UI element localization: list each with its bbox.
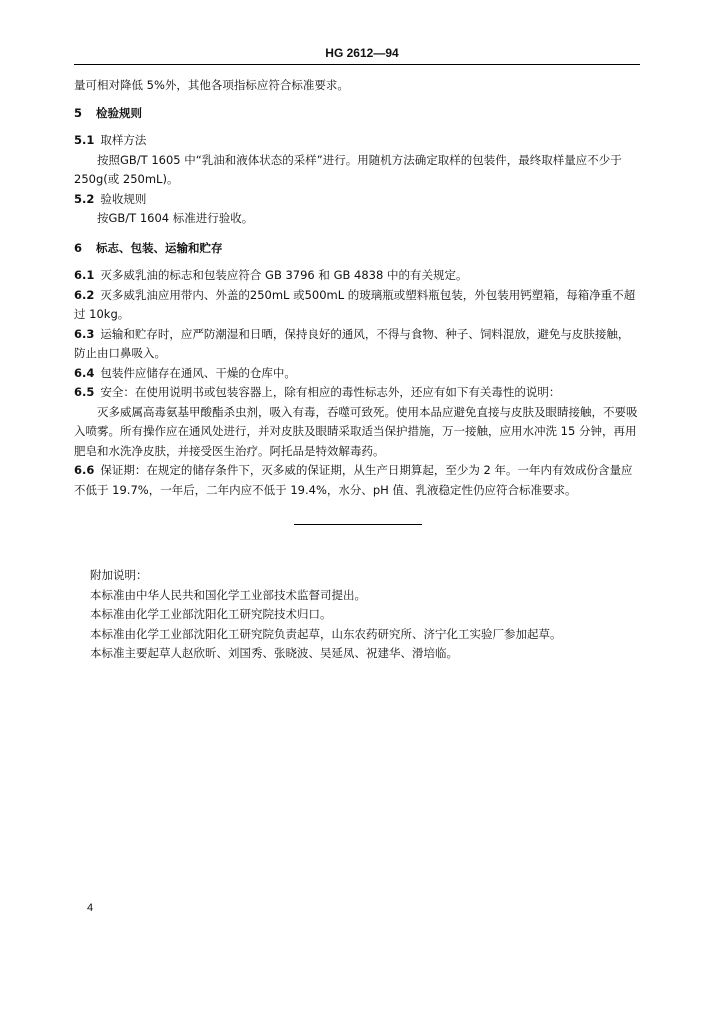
notes-line: 本标准由化学工业部沈阳化工研究院负责起草，山东农药研究所、济宁化工实验厂参加起草。 xyxy=(90,626,562,641)
standard-number: HG 2612—94 xyxy=(325,46,399,60)
section-6-heading xyxy=(74,239,640,259)
clause-6-1-number: 6.1 xyxy=(74,268,95,282)
section-6-title: 标志、包装、运输和贮存 xyxy=(96,240,223,255)
clause-6-3 xyxy=(74,325,640,364)
clause-6-5-number: 6.5 xyxy=(74,385,95,399)
notes-line: 本标准由中华人民共和国化学工业部技术监督司提出。 xyxy=(90,587,366,602)
clause-5-2-title: 验收规则 xyxy=(100,191,147,206)
end-rule xyxy=(294,524,422,525)
document-body xyxy=(74,76,640,500)
additional-notes xyxy=(90,566,650,664)
section-6-number: 6 xyxy=(74,240,83,255)
clause-6-4-number: 6.4 xyxy=(74,365,95,380)
clause-5-1-heading xyxy=(74,131,640,151)
clause-5-1-text: 按照GB/T 1605 中“乳油和液体状态的采样”进行。用随机方法确定取样的包装件，最终取样量应不少于250g(或 250mL)。 xyxy=(74,152,622,186)
clause-6-3-number: 6.3 xyxy=(74,326,95,341)
clause-6-2-number: 6.2 xyxy=(74,287,95,302)
notes-line: 本标准主要起草人赵欣昕、刘国秀、张晓波、吴延凤、祝建华、滑培临。 xyxy=(90,646,458,660)
clause-6-6 xyxy=(74,461,640,500)
section-5-heading xyxy=(74,104,640,124)
clause-5-1-number: 5.1 xyxy=(74,133,95,147)
safety-note: 灭多威属高毒氨基甲酸酯杀虫剂，吸入有毒，吞噬可致死。使用本品应避免直接与皮肤及眼睛接触，不要吸入喷雾。所有操作应在通风处进行，并对皮肤及眼睛采取适当保护措施，万一接触，应用水冲洗 15 分钟，再用肥皂和水洗净皮肤，并接受医生治疗。阿托品是特效解毒药。 xyxy=(74,404,638,458)
clause-6-2 xyxy=(74,286,640,325)
clause-6-2-text: 灭多威乳油应用带内、外盖的250mL 或500mL 的玻璃瓶或塑料瓶包装，外包装用钙塑箱，每箱净重不超过 10kg。 xyxy=(74,287,636,321)
clause-6-5-text: 安全：在使用说明书或包装容器上，除有相应的毒性标志外，还应有如下有关毒性的说明： xyxy=(100,385,561,399)
intro-line: 量可相对降低 5%外，其他各项指标应符合标准要求。 xyxy=(74,78,349,92)
clause-6-6-text: 保证期：在规定的储存条件下，灭多威的保证期，从生产日期算起，至少为 2 年。一年内有效成份含量应不低于 19.7%，一年后，二年内应不低于 19.4%，水分、pH 值、乳液稳定性仍应符合标准要求。 xyxy=(74,463,633,497)
clause-6-1-text: 灭多威乳油的标志和包装应符合 GB 3796 和 GB 4838 中的有关规定。 xyxy=(100,268,468,282)
clause-6-6-number: 6.6 xyxy=(74,463,95,477)
clause-6-4-text: 包装件应储存在通风、干燥的仓库中。 xyxy=(100,365,296,380)
clause-5-2-text: 按GB/T 1604 标准进行验收。 xyxy=(97,211,254,225)
page-number: 4 xyxy=(87,902,94,914)
clause-5-2-number: 5.2 xyxy=(74,191,95,206)
notes-heading: 附加说明： xyxy=(90,568,148,582)
clause-6-3-text: 运输和贮存时，应严防潮湿和日晒，保持良好的通风，不得与食物、种子、饲料混放，避免与皮肤接触，防止由口鼻吸入。 xyxy=(74,326,630,360)
clause-6-1 xyxy=(74,266,640,286)
clause-5-1-title: 取样方法 xyxy=(100,133,147,147)
header-rule xyxy=(74,64,640,65)
clause-6-4 xyxy=(74,364,640,384)
clause-5-2-heading xyxy=(74,190,640,210)
section-5-title: 检验规则 xyxy=(96,105,142,120)
notes-line: 本标准由化学工业部沈阳化工研究院技术归口。 xyxy=(90,607,332,621)
section-5-number: 5 xyxy=(74,105,83,120)
clause-6-5 xyxy=(74,383,640,403)
